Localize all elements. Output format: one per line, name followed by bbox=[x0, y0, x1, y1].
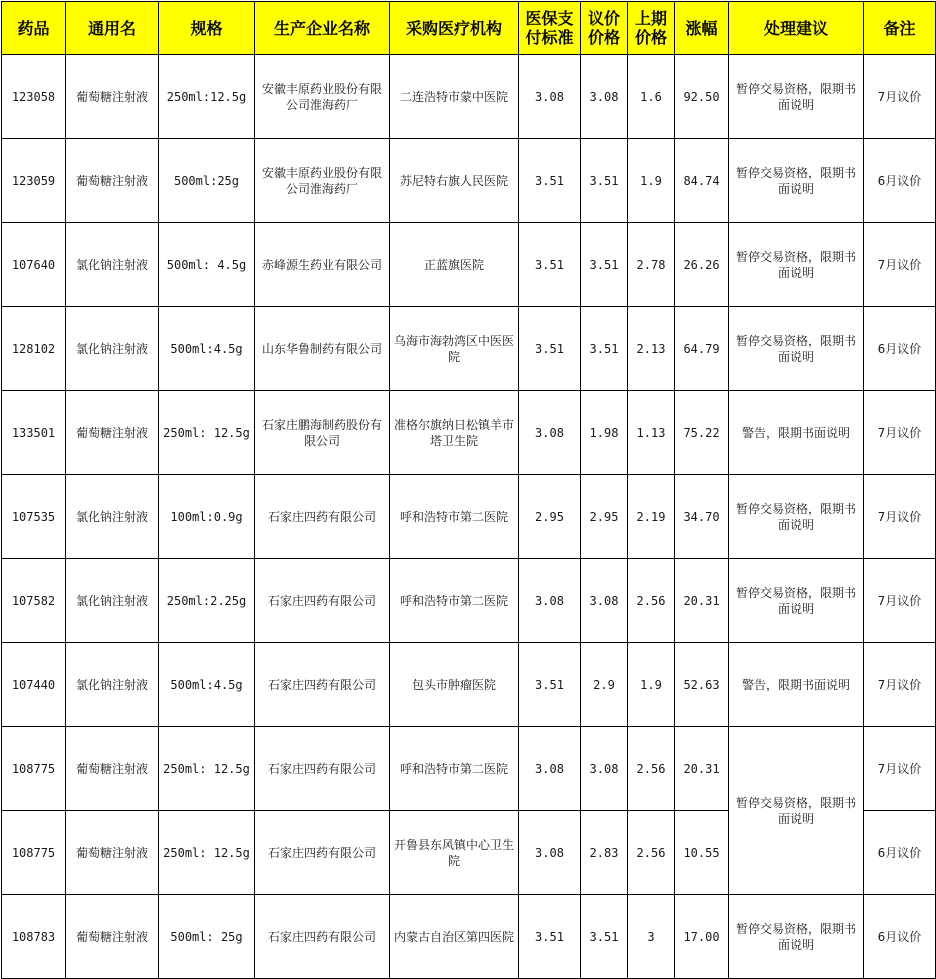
hospital-cell: 呼和浩特市第二医院 bbox=[390, 475, 519, 559]
advice-cell: 暂停交易资格，限期书面说明 bbox=[729, 139, 864, 223]
hospital-cell: 内蒙古自治区第四医院 bbox=[390, 895, 519, 979]
negotiated-price-cell: 1.98 bbox=[581, 391, 628, 475]
spec-cell: 500ml:4.5g bbox=[159, 643, 255, 727]
insurance-standard-cell: 3.51 bbox=[519, 307, 581, 391]
insurance-standard-cell: 3.51 bbox=[519, 139, 581, 223]
manufacturer-cell: 石家庄四药有限公司 bbox=[255, 895, 390, 979]
previous-price-cell: 2.19 bbox=[628, 475, 675, 559]
increase-cell: 17.00 bbox=[675, 895, 729, 979]
generic-name-cell: 氯化钠注射液 bbox=[66, 643, 159, 727]
drug-code-cell: 123059 bbox=[2, 139, 66, 223]
spec-cell: 250ml:2.25g bbox=[159, 559, 255, 643]
insurance-standard-cell: 3.08 bbox=[519, 727, 581, 811]
header-cell: 处理建议 bbox=[729, 2, 864, 55]
generic-name-cell: 葡萄糖注射液 bbox=[66, 391, 159, 475]
increase-cell: 34.70 bbox=[675, 475, 729, 559]
previous-price-cell: 1.9 bbox=[628, 139, 675, 223]
increase-cell: 10.55 bbox=[675, 811, 729, 895]
note-cell: 7月议价 bbox=[864, 391, 936, 475]
advice-cell-merged: 暂停交易资格，限期书面说明 bbox=[729, 727, 864, 895]
negotiated-price-cell: 3.08 bbox=[581, 727, 628, 811]
generic-name-cell: 氯化钠注射液 bbox=[66, 307, 159, 391]
manufacturer-cell: 山东华鲁制药有限公司 bbox=[255, 307, 390, 391]
advice-cell: 暂停交易资格，限期书面说明 bbox=[729, 475, 864, 559]
negotiated-price-cell: 3.08 bbox=[581, 55, 628, 139]
advice-cell: 警告，限期书面说明 bbox=[729, 643, 864, 727]
previous-price-cell: 2.13 bbox=[628, 307, 675, 391]
drug-code-cell: 107535 bbox=[2, 475, 66, 559]
manufacturer-cell: 石家庄四药有限公司 bbox=[255, 475, 390, 559]
previous-price-cell: 2.56 bbox=[628, 559, 675, 643]
insurance-standard-cell: 3.51 bbox=[519, 223, 581, 307]
negotiated-price-cell: 3.51 bbox=[581, 223, 628, 307]
manufacturer-cell: 安徽丰原药业股份有限公司淮海药厂 bbox=[255, 55, 390, 139]
generic-name-cell: 氯化钠注射液 bbox=[66, 559, 159, 643]
spec-cell: 250ml: 12.5g bbox=[159, 391, 255, 475]
spec-cell: 500ml:25g bbox=[159, 139, 255, 223]
table-row bbox=[2, 475, 936, 559]
previous-price-cell: 1.6 bbox=[628, 55, 675, 139]
drug-code-cell: 108775 bbox=[2, 811, 66, 895]
increase-cell: 92.50 bbox=[675, 55, 729, 139]
generic-name-cell: 葡萄糖注射液 bbox=[66, 895, 159, 979]
table-row bbox=[2, 307, 936, 391]
negotiated-price-cell: 2.9 bbox=[581, 643, 628, 727]
spec-cell: 100ml:0.9g bbox=[159, 475, 255, 559]
note-cell: 7月议价 bbox=[864, 643, 936, 727]
header-cell: 规格 bbox=[159, 2, 255, 55]
increase-cell: 26.26 bbox=[675, 223, 729, 307]
advice-cell: 暂停交易资格，限期书面说明 bbox=[729, 223, 864, 307]
manufacturer-cell: 石家庄鹏海制药股份有限公司 bbox=[255, 391, 390, 475]
previous-price-cell: 2.56 bbox=[628, 811, 675, 895]
manufacturer-cell: 赤峰源生药业有限公司 bbox=[255, 223, 390, 307]
drug-code-cell: 133501 bbox=[2, 391, 66, 475]
drug-price-table bbox=[1, 1, 936, 979]
previous-price-cell: 2.78 bbox=[628, 223, 675, 307]
note-cell: 7月议价 bbox=[864, 223, 936, 307]
table-row bbox=[2, 391, 936, 475]
increase-cell: 75.22 bbox=[675, 391, 729, 475]
insurance-standard-cell: 3.08 bbox=[519, 559, 581, 643]
negotiated-price-cell: 3.51 bbox=[581, 307, 628, 391]
header-cell: 药品 bbox=[2, 2, 66, 55]
manufacturer-cell: 石家庄四药有限公司 bbox=[255, 811, 390, 895]
header-row bbox=[2, 2, 936, 55]
negotiated-price-cell: 3.51 bbox=[581, 895, 628, 979]
note-cell: 6月议价 bbox=[864, 811, 936, 895]
manufacturer-cell: 石家庄四药有限公司 bbox=[255, 559, 390, 643]
header-cell: 涨幅 bbox=[675, 2, 729, 55]
generic-name-cell: 葡萄糖注射液 bbox=[66, 139, 159, 223]
generic-name-cell: 氯化钠注射液 bbox=[66, 475, 159, 559]
manufacturer-cell: 安徽丰原药业股份有限公司淮海药厂 bbox=[255, 139, 390, 223]
advice-cell: 警告，限期书面说明 bbox=[729, 391, 864, 475]
previous-price-cell: 1.13 bbox=[628, 391, 675, 475]
previous-price-cell: 2.56 bbox=[628, 727, 675, 811]
hospital-cell: 二连浩特市蒙中医院 bbox=[390, 55, 519, 139]
spec-cell: 250ml:12.5g bbox=[159, 55, 255, 139]
hospital-cell: 呼和浩特市第二医院 bbox=[390, 727, 519, 811]
insurance-standard-cell: 3.08 bbox=[519, 391, 581, 475]
drug-code-cell: 107440 bbox=[2, 643, 66, 727]
insurance-standard-cell: 2.95 bbox=[519, 475, 581, 559]
hospital-cell: 正蓝旗医院 bbox=[390, 223, 519, 307]
hospital-cell: 准格尔旗纳日松镇羊市塔卫生院 bbox=[390, 391, 519, 475]
insurance-standard-cell: 3.08 bbox=[519, 55, 581, 139]
generic-name-cell: 葡萄糖注射液 bbox=[66, 811, 159, 895]
insurance-standard-cell: 3.51 bbox=[519, 643, 581, 727]
header-cell: 备注 bbox=[864, 2, 936, 55]
header-cell: 生产企业名称 bbox=[255, 2, 390, 55]
advice-cell: 暂停交易资格，限期书面说明 bbox=[729, 55, 864, 139]
previous-price-cell: 3 bbox=[628, 895, 675, 979]
generic-name-cell: 葡萄糖注射液 bbox=[66, 55, 159, 139]
increase-cell: 52.63 bbox=[675, 643, 729, 727]
spec-cell: 250ml: 12.5g bbox=[159, 811, 255, 895]
spec-cell: 250ml: 12.5g bbox=[159, 727, 255, 811]
table-row bbox=[2, 643, 936, 727]
increase-cell: 84.74 bbox=[675, 139, 729, 223]
hospital-cell: 苏尼特右旗人民医院 bbox=[390, 139, 519, 223]
previous-price-cell: 1.9 bbox=[628, 643, 675, 727]
manufacturer-cell: 石家庄四药有限公司 bbox=[255, 643, 390, 727]
table-row bbox=[2, 559, 936, 643]
increase-cell: 64.79 bbox=[675, 307, 729, 391]
header-cell: 采购医疗机构 bbox=[390, 2, 519, 55]
note-cell: 6月议价 bbox=[864, 307, 936, 391]
spec-cell: 500ml:4.5g bbox=[159, 307, 255, 391]
hospital-cell: 开鲁县东风镇中心卫生院 bbox=[390, 811, 519, 895]
drug-code-cell: 107640 bbox=[2, 223, 66, 307]
insurance-standard-cell: 3.51 bbox=[519, 895, 581, 979]
note-cell: 7月议价 bbox=[864, 727, 936, 811]
hospital-cell: 包头市肿瘤医院 bbox=[390, 643, 519, 727]
table-row bbox=[2, 895, 936, 979]
negotiated-price-cell: 2.83 bbox=[581, 811, 628, 895]
negotiated-price-cell: 3.51 bbox=[581, 139, 628, 223]
advice-cell: 暂停交易资格，限期书面说明 bbox=[729, 895, 864, 979]
generic-name-cell: 氯化钠注射液 bbox=[66, 223, 159, 307]
table-row bbox=[2, 55, 936, 139]
advice-cell: 暂停交易资格，限期书面说明 bbox=[729, 559, 864, 643]
table-row bbox=[2, 139, 936, 223]
manufacturer-cell: 石家庄四药有限公司 bbox=[255, 727, 390, 811]
spec-cell: 500ml: 25g bbox=[159, 895, 255, 979]
drug-code-cell: 128102 bbox=[2, 307, 66, 391]
drug-code-cell: 108783 bbox=[2, 895, 66, 979]
note-cell: 6月议价 bbox=[864, 139, 936, 223]
negotiated-price-cell: 2.95 bbox=[581, 475, 628, 559]
drug-code-cell: 123058 bbox=[2, 55, 66, 139]
drug-code-cell: 107582 bbox=[2, 559, 66, 643]
advice-cell: 暂停交易资格，限期书面说明 bbox=[729, 307, 864, 391]
table-row bbox=[2, 223, 936, 307]
note-cell: 7月议价 bbox=[864, 475, 936, 559]
hospital-cell: 乌海市海勃湾区中医医院 bbox=[390, 307, 519, 391]
generic-name-cell: 葡萄糖注射液 bbox=[66, 727, 159, 811]
insurance-standard-cell: 3.08 bbox=[519, 811, 581, 895]
table-row bbox=[2, 727, 936, 811]
spec-cell: 500ml: 4.5g bbox=[159, 223, 255, 307]
header-cell: 医保支付标准 bbox=[519, 2, 581, 55]
note-cell: 7月议价 bbox=[864, 559, 936, 643]
drug-code-cell: 108775 bbox=[2, 727, 66, 811]
increase-cell: 20.31 bbox=[675, 559, 729, 643]
header-cell: 上期价格 bbox=[628, 2, 675, 55]
increase-cell: 20.31 bbox=[675, 727, 729, 811]
header-cell: 议价价格 bbox=[581, 2, 628, 55]
header-cell: 通用名 bbox=[66, 2, 159, 55]
negotiated-price-cell: 3.08 bbox=[581, 559, 628, 643]
note-cell: 7月议价 bbox=[864, 55, 936, 139]
hospital-cell: 呼和浩特市第二医院 bbox=[390, 559, 519, 643]
note-cell: 6月议价 bbox=[864, 895, 936, 979]
